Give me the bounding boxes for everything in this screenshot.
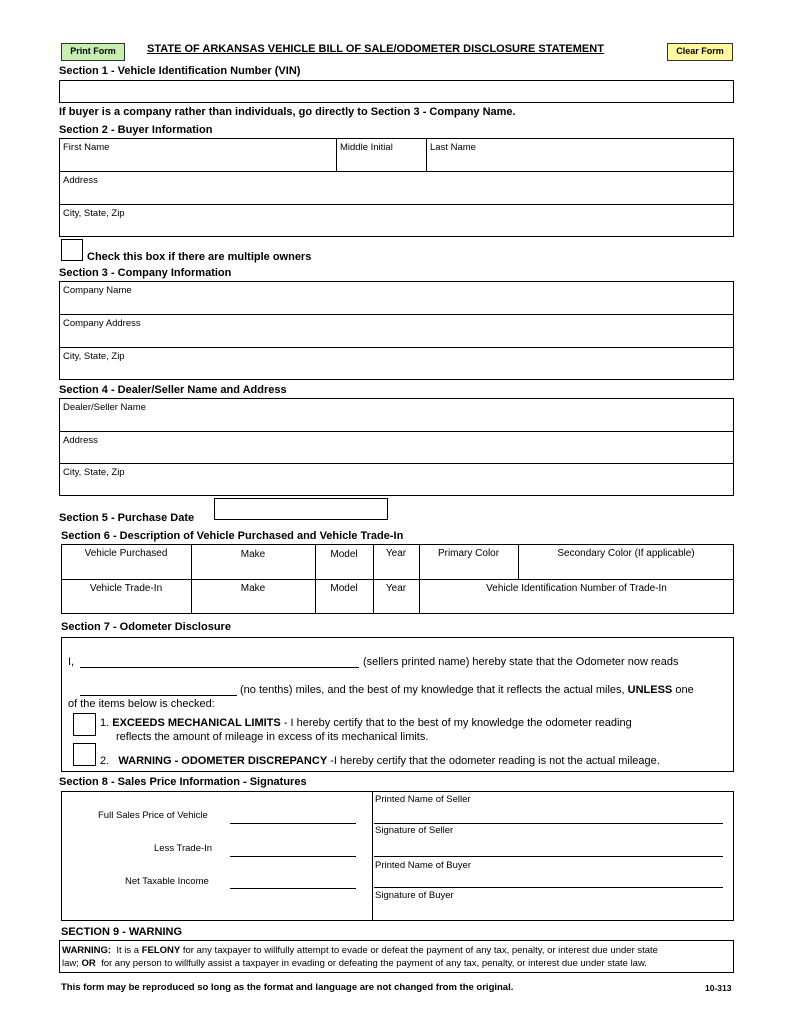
buyer-city-state-zip-field[interactable]: City, State, Zip — [63, 208, 125, 219]
dealer-info-table — [59, 398, 734, 496]
primary-color-field[interactable]: Primary Color — [437, 548, 500, 559]
less-trade-label: Less Trade-In — [154, 843, 213, 854]
net-taxable-label: Net Taxable Income — [125, 876, 209, 887]
printed-buyer-label: Printed Name of Buyer — [375, 860, 472, 871]
purchase-date-input[interactable] — [214, 498, 388, 520]
warning-text-line1: WARNING: It is a FELONY for any taxpayer to willfully attempt to evade or defeat the payment of any tax, penalty, or interest due under state — [62, 945, 658, 956]
company-note: If buyer is a company rather than individuals, go directly to Section 3 - Company Name. — [59, 106, 516, 118]
trade-in-make-field[interactable]: Make — [240, 583, 266, 594]
vin-input[interactable] — [59, 80, 734, 103]
odometer-miles-input[interactable] — [80, 695, 237, 696]
clear-form-button[interactable]: Clear Form — [667, 43, 733, 61]
section2-title: Section 2 - Buyer Information — [59, 124, 213, 136]
secondary-color-field[interactable]: Secondary Color (If applicable) — [557, 548, 695, 559]
warning-text-line2: law; OR for any person to willfully assist a taxpayer in evading or defeating the payment of any tax, penalty, or interest due under state law. — [62, 958, 647, 969]
full-price-label: Full Sales Price of Vehicle — [98, 810, 208, 821]
buyer-address-field[interactable]: Address — [63, 175, 98, 186]
section1-title: Section 1 - Vehicle Identification Number (VIN) — [59, 65, 301, 77]
section5-title: Section 5 - Purchase Date — [59, 512, 195, 524]
signature-seller-label: Signature of Seller — [375, 825, 454, 836]
miles-statement: (no tenths) miles, and the best of my knowledge that it reflects the actual miles, UNLESS one — [240, 684, 694, 696]
printed-seller-input[interactable] — [374, 823, 723, 824]
section3-title: Section 3 - Company Information — [59, 267, 232, 279]
company-info-table — [59, 281, 734, 380]
middle-initial-field[interactable]: Middle Initial — [340, 142, 393, 153]
company-name-field[interactable]: Company Name — [63, 285, 132, 296]
item2-text: 2. WARNING - ODOMETER DISCREPANCY -I hereby certify that the odometer reading is not the actual mileage. — [100, 755, 660, 767]
print-form-button[interactable]: Print Form — [61, 43, 125, 61]
seller-printed-name-input[interactable] — [80, 667, 359, 668]
form-number: 10-313 — [705, 983, 732, 993]
dealer-name-field[interactable]: Dealer/Seller Name — [63, 402, 146, 413]
section7-title: Section 7 - Odometer Disclosure — [61, 621, 231, 633]
signature-seller-input[interactable] — [374, 856, 723, 857]
company-address-field[interactable]: Company Address — [63, 318, 141, 329]
section8-title: Section 8 - Sales Price Information - Signatures — [59, 776, 307, 788]
net-taxable-input[interactable] — [230, 888, 356, 889]
i-label: I, — [68, 656, 75, 668]
buyer-info-table — [59, 138, 734, 237]
exceeds-limits-checkbox[interactable] — [73, 713, 96, 736]
company-city-state-zip-field[interactable]: City, State, Zip — [63, 351, 125, 362]
purchased-make-field[interactable]: Make — [240, 549, 266, 560]
printed-buyer-input[interactable] — [374, 887, 723, 888]
reproduce-note: This form may be reproduced so long as the format and language are not changed from the original. — [61, 982, 514, 993]
page-title: STATE OF ARKANSAS VEHICLE BILL OF SALE/ODOMETER DISCLOSURE STATEMENT — [147, 43, 604, 55]
section6-title: Section 6 - Description of Vehicle Purchased and Vehicle Trade-In — [61, 530, 404, 542]
less-trade-input[interactable] — [230, 856, 356, 857]
first-name-field[interactable]: First Name — [63, 142, 110, 153]
odometer-discrepancy-checkbox[interactable] — [73, 743, 96, 766]
printed-seller-label: Printed Name of Seller — [375, 794, 471, 805]
dealer-city-state-zip-field[interactable]: City, State, Zip — [63, 467, 125, 478]
full-price-input[interactable] — [230, 823, 356, 824]
vehicle-purchased-label: Vehicle Purchased — [84, 548, 168, 559]
item1-text: 1. EXCEEDS MECHANICAL LIMITS - I hereby certify that to the best of my knowledge the odometer reading — [100, 717, 632, 729]
last-name-field[interactable]: Last Name — [430, 142, 476, 153]
vehicle-trade-in-label: Vehicle Trade-In — [89, 583, 163, 594]
signature-buyer-label: Signature of Buyer — [375, 890, 454, 901]
multiple-owners-checkbox[interactable] — [61, 239, 83, 261]
trade-in-vin-field[interactable]: Vehicle Identification Number of Trade-In — [486, 583, 667, 594]
dealer-address-field[interactable]: Address — [63, 435, 98, 446]
items-checked-text: of the items below is checked: — [68, 698, 215, 710]
trade-in-model-field[interactable]: Model — [330, 583, 358, 594]
seller-statement: (sellers printed name) hereby state that the Odometer now reads — [363, 656, 679, 668]
section9-title: SECTION 9 - WARNING — [61, 926, 183, 938]
purchased-year-field[interactable]: Year — [385, 548, 407, 559]
item1-text-line2: reflects the amount of mileage in excess of its mechanical limits. — [116, 731, 429, 743]
section4-title: Section 4 - Dealer/Seller Name and Address — [59, 384, 287, 396]
multiple-owners-label: Check this box if there are multiple owners — [87, 251, 312, 263]
purchased-model-field[interactable]: Model — [330, 549, 358, 560]
trade-in-year-field[interactable]: Year — [385, 583, 407, 594]
